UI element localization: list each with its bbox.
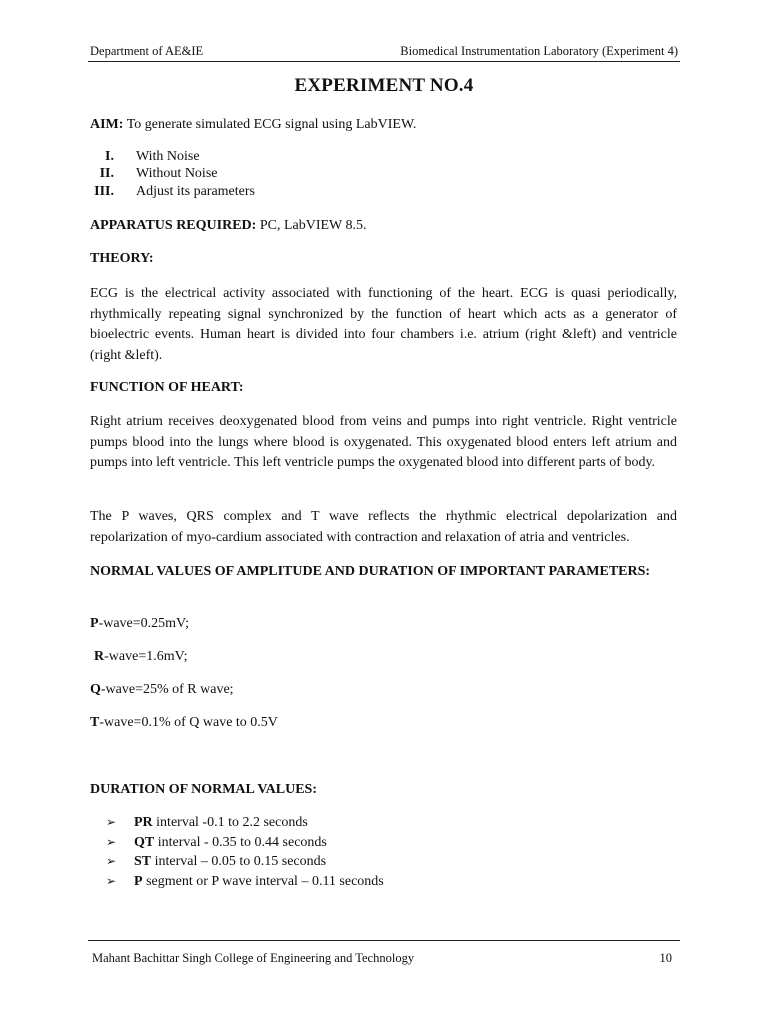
param-q-wave: [90, 682, 677, 698]
param-value: -wave=0.25mV;: [98, 616, 190, 631]
page-header: [88, 42, 680, 62]
aim-label: AIM:: [90, 117, 124, 132]
normal-values-heading-text: NORMAL VALUES OF AMPLITUDE AND DURATION OF IMPORTANT PARAMETERS:: [90, 564, 651, 579]
list-number: III.: [94, 184, 114, 199]
list-text: With Noise: [136, 149, 200, 164]
theory-heading: [90, 251, 677, 267]
function-heading-text: FUNCTION OF HEART:: [90, 380, 244, 395]
theory-paragraph: ECG is the electrical activity associated with functioning of the heart. ECG is quasi periodically, rhythmically repeating signal synchronized by the function of heart which acts as a generator of bioelectric events. Human heart is divided into four chambers i.e. atrium (right &left) and ventricle (right &left).: [90, 286, 677, 363]
list-item: [90, 166, 390, 184]
apparatus-text: PC, LabVIEW 8.5.: [259, 218, 367, 233]
interval-value: segment or P wave interval – 0.11 seconds: [142, 874, 384, 889]
list-text: Adjust its parameters: [136, 184, 255, 199]
list-item: [90, 184, 390, 202]
header-divider: [88, 61, 680, 62]
arrow-bullet-icon: ➢: [106, 815, 117, 829]
function-paragraph-1: Right atrium receives deoxygenated blood from veins and pumps into right ventricle. Right ventricle pumps blood into the lungs where blood is oxygenated. This oxygenated blood enters left atrium and pumps into left ventricle. This left ventricle pumps the oxygenated blood into different parts of body.: [90, 414, 677, 470]
param-p-wave: [90, 616, 677, 632]
interval-value: interval - 0.35 to 0.44 seconds: [154, 835, 327, 850]
param-label: P: [90, 616, 99, 631]
page-number: 10: [659, 951, 672, 965]
duration-heading-text: DURATION OF NORMAL VALUES:: [90, 782, 318, 797]
list-item: [106, 815, 606, 835]
list-number: II.: [99, 166, 114, 181]
apparatus-label: APPARATUS REQUIRED:: [90, 218, 257, 233]
param-t-wave: [90, 715, 677, 731]
interval-label: PR: [134, 815, 153, 830]
param-label: T: [90, 715, 100, 730]
header-department: Department of AE&IE: [90, 44, 204, 58]
aim-line: [90, 117, 677, 133]
list-item: [106, 835, 606, 855]
footer-divider: [88, 940, 680, 941]
page-title: EXPERIMENT NO.4: [294, 75, 474, 96]
aim-text: To generate simulated ECG signal using LabVIEW.: [126, 117, 417, 132]
footer-college: Mahant Bachittar Singh College of Engineering and Technology: [92, 951, 415, 965]
interval-value: interval -0.1 to 2.2 seconds: [152, 815, 308, 830]
param-value: -wave=1.6mV;: [104, 649, 188, 664]
param-value: -wave=25% of R wave;: [100, 682, 234, 697]
normal-values-heading: [90, 561, 677, 582]
param-value: -wave=0.1% of Q wave to 0.5V: [99, 715, 278, 730]
param-label: R: [94, 649, 105, 664]
theory-heading-text: THEORY:: [90, 251, 154, 266]
function-paragraph-2: The P waves, QRS complex and T wave reflects the rhythmic electrical depolarization and repolarization of myo-cardium associated with contraction and relaxation of atria and ventricles.: [90, 509, 677, 545]
param-label: Q: [90, 682, 101, 697]
arrow-bullet-icon: ➢: [106, 854, 117, 868]
page-footer: [88, 950, 680, 970]
list-item: [106, 874, 606, 894]
header-lab-title: Biomedical Instrumentation Laboratory (Experiment 4): [400, 44, 678, 58]
interval-value: interval – 0.05 to 0.15 seconds: [151, 854, 327, 869]
param-r-wave: [94, 649, 681, 665]
function-heading: [90, 380, 677, 396]
list-item: [106, 854, 606, 874]
interval-label: ST: [134, 854, 152, 869]
duration-heading: [90, 782, 677, 798]
arrow-bullet-icon: ➢: [106, 874, 117, 888]
list-number: I.: [105, 149, 114, 164]
interval-label: QT: [134, 835, 155, 850]
interval-label: P: [134, 874, 143, 889]
list-item: [90, 149, 390, 167]
apparatus-line: [90, 218, 677, 234]
arrow-bullet-icon: ➢: [106, 835, 117, 849]
list-text: Without Noise: [136, 166, 218, 181]
